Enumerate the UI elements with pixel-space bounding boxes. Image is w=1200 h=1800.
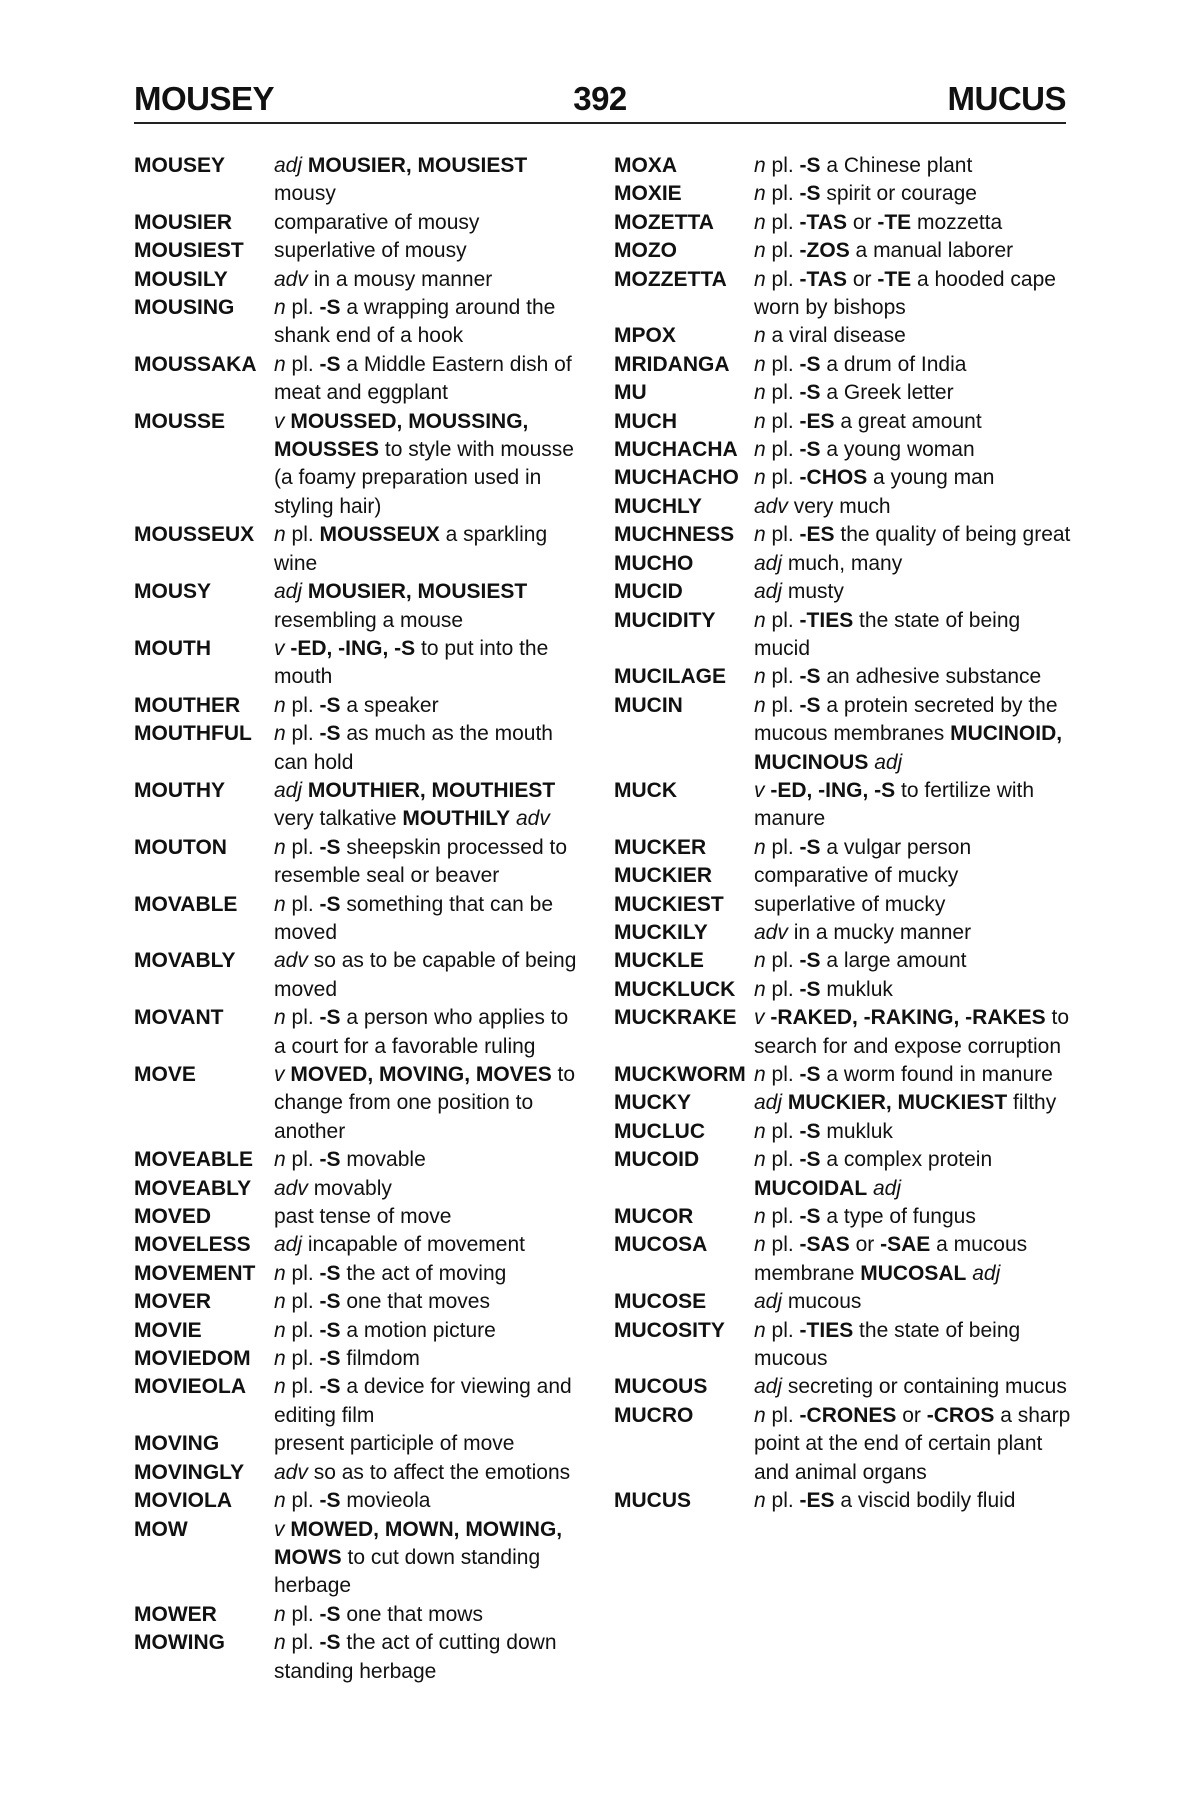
dictionary-entry (134, 294, 584, 351)
entry-headword: MOUTON (134, 835, 227, 859)
dictionary-entry (134, 1430, 584, 1458)
dictionary-entry (614, 1373, 1074, 1401)
entry-definition: v -ED, -ING, -S to put into the mouth (274, 636, 549, 689)
dictionary-entry (614, 834, 1074, 862)
dictionary-entry (614, 379, 1074, 407)
dictionary-entry (614, 976, 1074, 1004)
entry-headword: MUCKY (614, 1091, 691, 1115)
dictionary-entry (614, 1118, 1074, 1146)
dictionary-entry (614, 1402, 1074, 1487)
entry-headword: MOVIEDOM (134, 1347, 251, 1371)
entry-headword: MOUSEY (134, 154, 226, 177)
entry-definition: adv movably (274, 1176, 392, 1200)
entry-headword: MUCH (614, 409, 677, 433)
dictionary-entry (134, 1288, 584, 1316)
dictionary-entry (134, 1175, 584, 1203)
entry-definition: n pl. -S one that mows (274, 1602, 483, 1626)
entry-definition: v -ED, -ING, -S to fertilize with manure (754, 778, 1035, 831)
dictionary-entry (614, 209, 1074, 237)
entry-headword: MUCKIER (614, 864, 712, 888)
entry-headword: MUCOSE (614, 1290, 707, 1314)
entry-headword: MOVABLE (134, 892, 238, 916)
entry-headword: MRIDANGA (614, 352, 730, 376)
dictionary-entry (134, 1459, 584, 1487)
left-guide-word: MOUSEY (134, 80, 275, 117)
entry-headword: MUCK (614, 778, 677, 802)
entry-headword: MUCKILY (614, 920, 708, 944)
dictionary-entry (614, 607, 1074, 664)
entry-definition: n pl. -ES a viscid bodily fluid (754, 1489, 1016, 1513)
page-number: 392 (573, 80, 627, 117)
entry-definition: n pl. -TIES the state of being mucid (754, 608, 1021, 660)
entry-headword: MOUTHFUL (134, 722, 252, 746)
dictionary-entry (614, 464, 1074, 492)
dictionary-entry (134, 1601, 584, 1629)
entry-headword: MOUSSE (134, 409, 226, 433)
dictionary-entry (614, 1231, 1074, 1288)
dictionary-entry (614, 578, 1074, 606)
entry-headword: MUCHNESS (614, 523, 735, 547)
dictionary-entry (614, 947, 1074, 975)
dictionary-entry (614, 891, 1074, 919)
entry-definition: n pl. -S a speaker (274, 693, 439, 717)
dictionary-entry (614, 1317, 1074, 1374)
dictionary-entry (614, 180, 1074, 208)
dictionary-entry (134, 1004, 584, 1061)
entry-headword: MUCOSITY (614, 1318, 725, 1342)
entry-headword: MOWER (134, 1602, 217, 1626)
page-header (134, 78, 1066, 124)
entry-headword: MOUSSEUX (134, 523, 255, 547)
dictionary-entry (614, 1089, 1074, 1117)
dictionary-entry (134, 1373, 584, 1430)
entry-definition: n pl. -S movable (274, 1148, 426, 1172)
dictionary-entry (614, 692, 1074, 777)
entry-definition: n pl. -S a young woman (754, 438, 975, 462)
dictionary-entry (614, 1288, 1074, 1316)
entry-headword: MUCIN (614, 693, 683, 717)
dictionary-entry (614, 493, 1074, 521)
dictionary-entry (134, 1061, 584, 1146)
dictionary-entry (134, 692, 584, 720)
entry-headword: MUCOSA (614, 1233, 708, 1257)
dictionary-entry (134, 1629, 584, 1686)
dictionary-entry (614, 1004, 1074, 1061)
entry-headword: MOVELESS (134, 1233, 251, 1257)
entry-definition: adj musty (754, 580, 844, 604)
entry-headword: MOZETTA (614, 210, 714, 234)
entry-definition: present participle of move (274, 1432, 515, 1456)
dictionary-entry (614, 436, 1074, 464)
entry-definition: n pl. -CRONES or -CROS a sharp point at the end of certain plant and animal organs (754, 1403, 1071, 1484)
dictionary-entry (614, 919, 1074, 947)
entry-headword: MOUSIER (134, 210, 233, 234)
dictionary-entry (614, 1146, 1074, 1203)
entry-headword: MUCUS (614, 1489, 691, 1513)
entry-definition: n pl. -S the act of moving (274, 1261, 507, 1285)
entry-headword: MOVEABLE (134, 1148, 254, 1172)
entry-headword: MUCKLE (614, 949, 704, 973)
entry-headword: MOVEABLY (134, 1176, 252, 1200)
entry-definition: adv very much (754, 494, 891, 518)
entry-definition: n pl. -TAS or -TE mozzetta (754, 210, 1003, 234)
entry-headword: MUCKLUCK (614, 977, 736, 1001)
dictionary-entry (134, 1516, 584, 1601)
entry-definition: n pl. -SAS or -SAE a mucous membrane MUCOSAL adj (754, 1233, 1028, 1285)
entry-headword: MOUSSAKA (134, 352, 257, 376)
dictionary-entry (134, 1345, 584, 1373)
dictionary-entry (134, 834, 584, 891)
entry-definition: n pl. -S a wrapping around the shank end of a hook (274, 296, 556, 348)
entry-definition: comparative of mucky (754, 864, 959, 888)
entry-definition: n pl. -S a motion picture (274, 1318, 496, 1342)
entry-headword: MOVIEOLA (134, 1375, 247, 1399)
entry-definition: v MOUSSED, MOUSSING, MOUSSES to style with mousse (a foamy preparation used in styling hair) (274, 409, 574, 518)
dictionary-entry (134, 1487, 584, 1515)
right-column (614, 152, 1074, 1516)
entry-headword: MUCLUC (614, 1119, 705, 1143)
entry-definition: n pl. -S a drum of India (754, 352, 967, 376)
entry-definition: adj incapable of movement (274, 1233, 525, 1257)
dictionary-entry (134, 891, 584, 948)
entry-headword: MOVANT (134, 1006, 224, 1030)
entry-definition: n pl. -ES the quality of being great (754, 523, 1071, 547)
dictionary-entry (134, 1146, 584, 1174)
entry-headword: MOUTHER (134, 693, 241, 717)
dictionary-entry (134, 1203, 584, 1231)
entry-headword: MUCRO (614, 1403, 694, 1427)
dictionary-entry (614, 862, 1074, 890)
entry-headword: MOVEMENT (134, 1261, 256, 1285)
entry-headword: MOUSILY (134, 267, 228, 291)
entry-definition: n pl. -S one that moves (274, 1290, 490, 1314)
entry-headword: MUCIDITY (614, 608, 716, 632)
dictionary-entry (614, 663, 1074, 691)
entry-definition: n pl. MOUSSEUX a sparkling wine (274, 523, 548, 575)
entry-definition: adv in a mucky manner (754, 920, 972, 944)
dictionary-entry (134, 777, 584, 834)
entry-headword: MOVER (134, 1290, 212, 1314)
entry-definition: n pl. -S filmdom (274, 1347, 420, 1371)
dictionary-entry (134, 408, 584, 522)
entry-headword: MU (614, 381, 647, 405)
entry-definition: adj secreting or containing mucus (754, 1375, 1067, 1399)
entry-definition: adj MOUSIER, MOUSIEST mousy (274, 154, 528, 206)
entry-definition: n pl. -S the act of cutting down standing herbage (274, 1631, 557, 1683)
entry-definition: n pl. -S a Chinese plant (754, 154, 973, 177)
entry-definition: adj mucous (754, 1290, 862, 1314)
right-guide-word: MUCUS (947, 80, 1066, 117)
entry-headword: MOVING (134, 1432, 220, 1456)
left-column (134, 152, 584, 1686)
dictionary-entry (134, 1260, 584, 1288)
entry-headword: MUCHACHA (614, 438, 738, 462)
entry-headword: MOUTH (134, 636, 211, 660)
entry-headword: MUCID (614, 580, 683, 604)
entry-definition: n pl. -S a person who applies to a court for a favorable ruling (274, 1006, 569, 1058)
entry-headword: MOVINGLY (134, 1460, 245, 1484)
dictionary-entry (134, 635, 584, 692)
entry-headword: MUCHO (614, 551, 694, 575)
dictionary-entry (614, 237, 1074, 265)
entry-definition: n pl. -TAS or -TE a hooded cape worn by bishops (754, 267, 1056, 320)
dictionary-entry (134, 578, 584, 635)
entry-definition: adj MOUTHIER, MOUTHIEST very talkative MOUTHILY adv (274, 778, 556, 831)
entry-headword: MOUTHY (134, 778, 225, 802)
entry-headword: MUCOUS (614, 1375, 708, 1399)
dictionary-entry (614, 408, 1074, 436)
entry-definition: n pl. -S mukluk (754, 1119, 893, 1143)
entry-definition: n pl. -ES a great amount (754, 409, 982, 433)
entry-definition: n pl. -S a worm found in manure (754, 1063, 1053, 1086)
entry-headword: MOVE (134, 1063, 196, 1086)
entry-headword: MOUSIEST (134, 239, 244, 263)
entry-headword: MOXA (614, 154, 677, 177)
entry-headword: MOWING (134, 1631, 225, 1655)
dictionary-entry (134, 521, 584, 578)
dictionary-entry (614, 1487, 1074, 1515)
dictionary-entry (614, 521, 1074, 549)
entry-headword: MUCHLY (614, 494, 702, 518)
entry-definition: n pl. -S a vulgar person (754, 835, 972, 859)
entry-definition: n pl. -ZOS a manual laborer (754, 239, 1014, 263)
entry-definition: n pl. -S mukluk (754, 977, 893, 1001)
entry-definition: superlative of mousy (274, 239, 467, 263)
entry-definition: adj MUCKIER, MUCKIEST filthy (754, 1091, 1057, 1115)
dictionary-entry (614, 1203, 1074, 1231)
entry-headword: MOVIOLA (134, 1489, 232, 1513)
entry-definition: adv so as to be capable of being moved (274, 949, 577, 1001)
entry-headword: MOXIE (614, 182, 682, 206)
entry-definition: n a viral disease (754, 324, 906, 348)
dictionary-entry (614, 152, 1074, 180)
entry-definition: v -RAKED, -RAKING, -RAKES to search for and expose corruption (754, 1006, 1070, 1058)
entry-headword: MOVABLY (134, 949, 236, 973)
dictionary-entry (134, 947, 584, 1004)
dictionary-entry (134, 351, 584, 408)
dictionary-entry (134, 1317, 584, 1345)
entry-definition: n pl. -S an adhesive substance (754, 665, 1042, 689)
entry-definition: adj much, many (754, 551, 903, 575)
dictionary-entry (614, 777, 1074, 834)
entry-definition: n pl. -S a type of fungus (754, 1205, 976, 1229)
entry-definition: n pl. -S movieola (274, 1489, 431, 1513)
entry-headword: MOVED (134, 1205, 212, 1229)
entry-headword: MOW (134, 1517, 188, 1541)
entry-definition: n pl. -S a protein secreted by the mucous membranes MUCINOID, MUCINOUS adj (754, 693, 1063, 774)
dictionary-entry (614, 322, 1074, 350)
entry-definition: n pl. -S a Middle Eastern dish of meat and eggplant (274, 352, 572, 405)
entry-definition: n pl. -S a large amount (754, 949, 967, 973)
entry-headword: MUCHACHO (614, 466, 739, 490)
dictionary-entry (134, 152, 584, 209)
entry-definition: n pl. -S a complex protein MUCOIDAL adj (754, 1148, 993, 1200)
entry-headword: MPOX (614, 324, 676, 348)
entry-headword: MOUSY (134, 580, 212, 604)
entry-definition: superlative of mucky (754, 892, 946, 916)
entry-headword: MOVIE (134, 1318, 202, 1342)
dictionary-entry (614, 1061, 1074, 1089)
dictionary-entry (134, 266, 584, 294)
entry-definition: adv in a mousy manner (274, 267, 493, 291)
entry-headword: MOZZETTA (614, 267, 727, 291)
dictionary-entry (614, 351, 1074, 379)
entry-definition: adv so as to affect the emotions (274, 1460, 571, 1484)
entry-headword: MUCKER (614, 835, 707, 859)
entry-headword: MUCOID (614, 1148, 700, 1172)
dictionary-entry (614, 550, 1074, 578)
entry-definition: n pl. -S a Greek letter (754, 381, 954, 405)
dictionary-entry (134, 1231, 584, 1259)
dictionary-entry (614, 266, 1074, 323)
entry-headword: MUCKWORM (614, 1063, 746, 1086)
entry-definition: n pl. -CHOS a young man (754, 466, 995, 490)
entry-definition: n pl. -S something that can be moved (274, 892, 554, 944)
entry-headword: MOZO (614, 239, 677, 263)
entry-headword: MOUSING (134, 296, 235, 320)
entry-definition: v MOVED, MOVING, MOVES to change from one position to another (274, 1063, 576, 1143)
entry-headword: MUCILAGE (614, 665, 726, 689)
entry-definition: adj MOUSIER, MOUSIEST resembling a mouse (274, 580, 528, 632)
entry-definition: n pl. -S sheepskin processed to resemble seal or beaver (274, 835, 568, 888)
entry-definition: past tense of move (274, 1205, 452, 1229)
dictionary-entry (134, 720, 584, 777)
entry-definition: n pl. -S a device for viewing and editing film (274, 1375, 572, 1427)
entry-definition: n pl. -S spirit or courage (754, 182, 977, 206)
dictionary-entry (134, 209, 584, 237)
dictionary-entry (134, 237, 584, 265)
entry-definition: v MOWED, MOWN, MOWING, MOWS to cut down standing herbage (274, 1517, 563, 1598)
entry-headword: MUCKIEST (614, 892, 724, 916)
entry-headword: MUCOR (614, 1205, 694, 1229)
entry-headword: MUCKRAKE (614, 1006, 737, 1030)
entry-definition: n pl. -S as much as the mouth can hold (274, 722, 553, 774)
entry-definition: comparative of mousy (274, 210, 480, 234)
entry-definition: n pl. -TIES the state of being mucous (754, 1318, 1021, 1371)
